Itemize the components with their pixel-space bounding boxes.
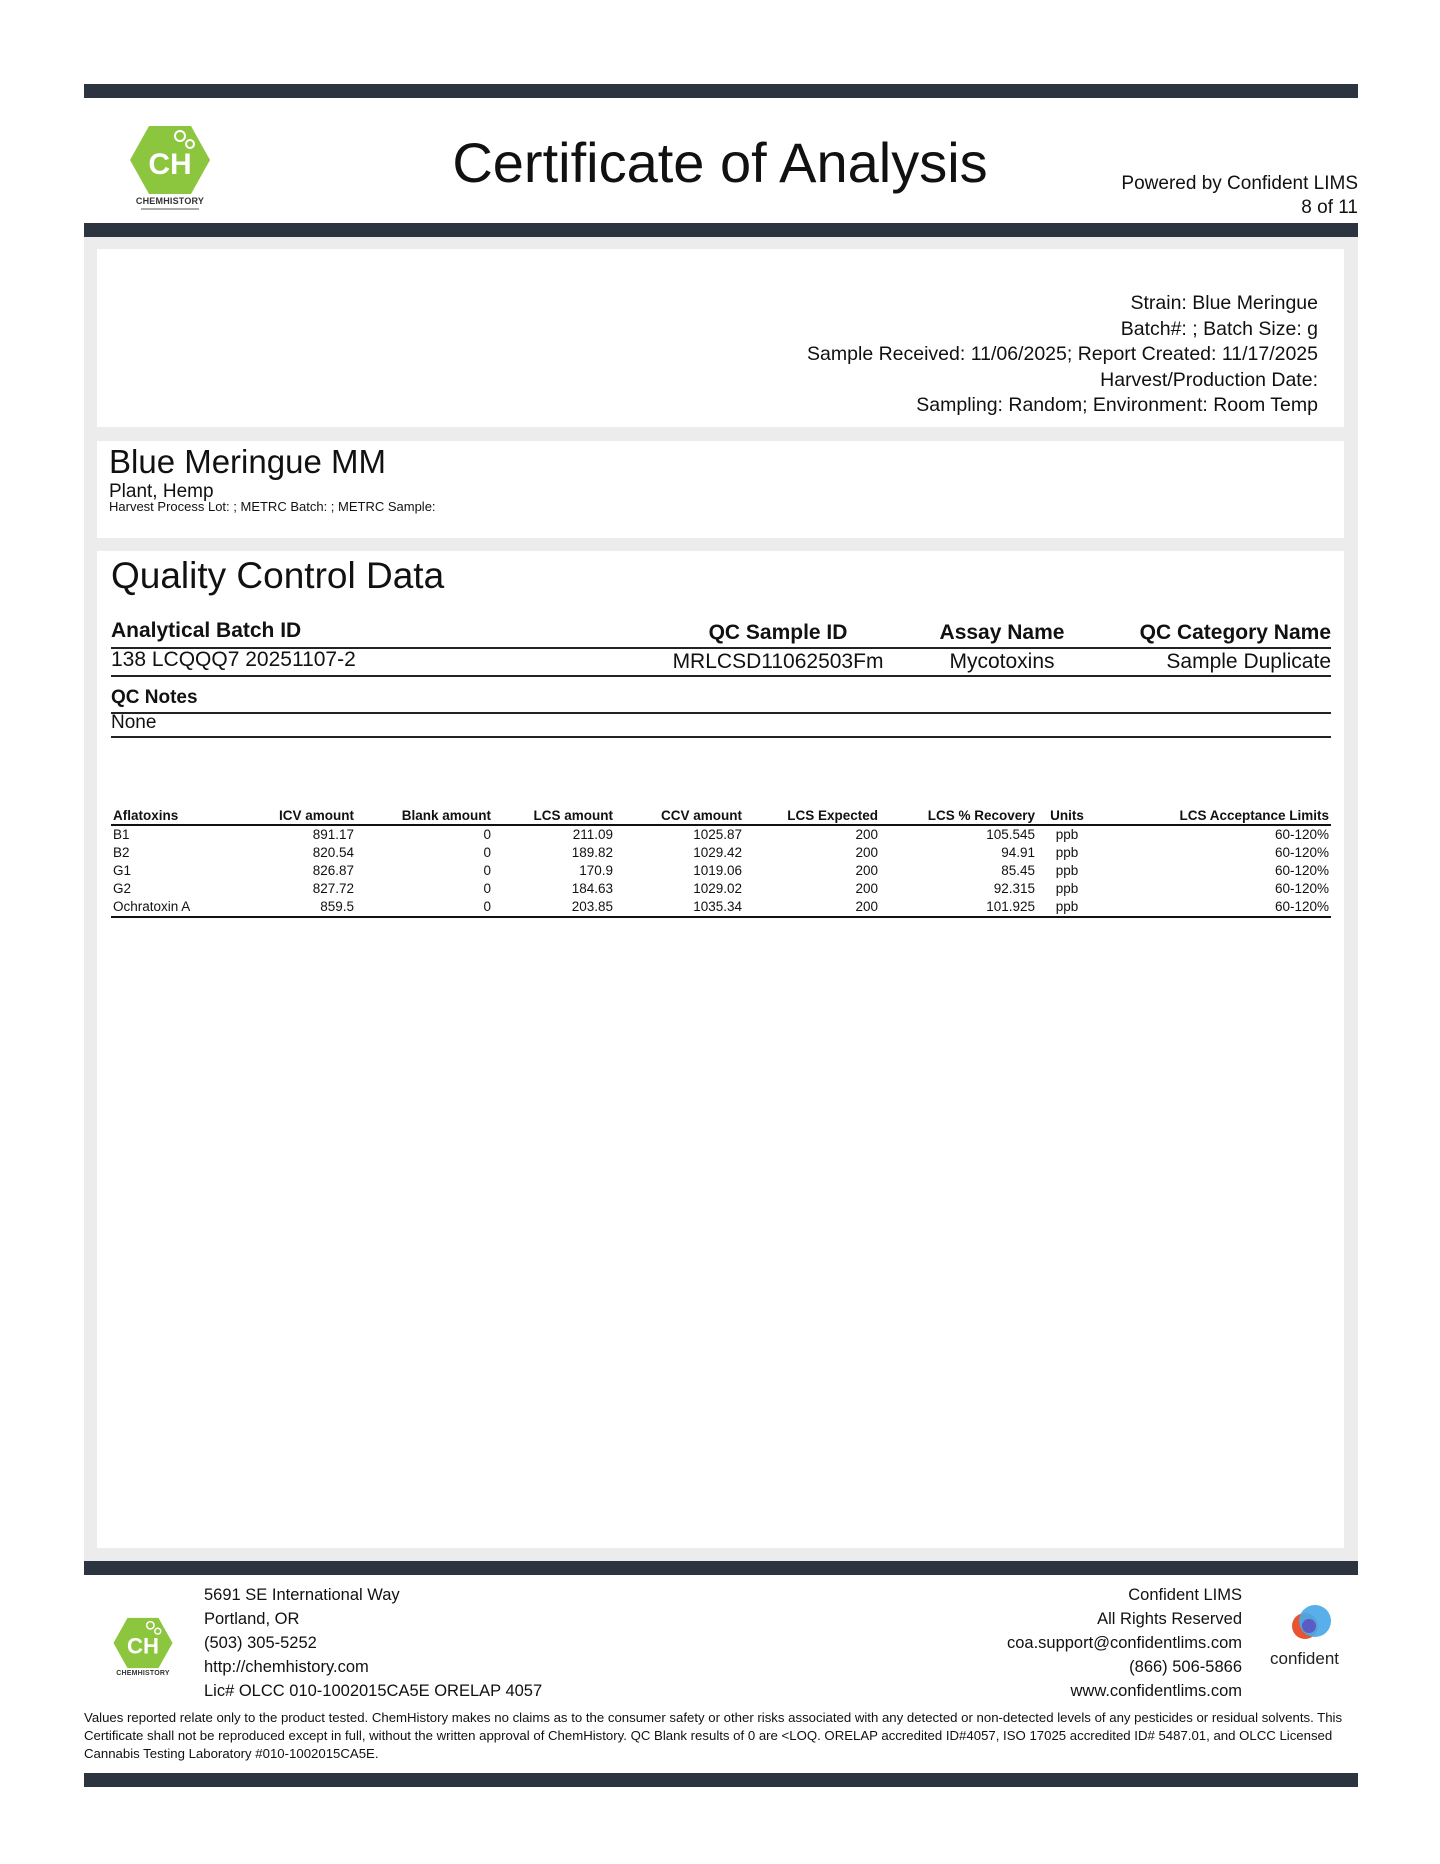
col-acceptance: LCS Acceptance Limits (1097, 808, 1331, 825)
qc-sample-label: QC Sample ID (708, 621, 848, 644)
cell-units: ppb (1055, 845, 1079, 860)
cell-icv: 826.87 (312, 863, 354, 878)
cell-lcs-expected: 200 (855, 881, 878, 896)
cell-blank: 0 (483, 881, 491, 896)
cell-analyte: B1 (113, 827, 130, 842)
strain: Strain: Blue Meringue (1130, 292, 1318, 314)
cell-blank: 0 (356, 898, 493, 917)
lims-name: Confident LIMS (1128, 1586, 1242, 1604)
logo-wordmark: CHEMHISTORY (116, 1670, 170, 1677)
sampling: Sampling: Random; Environment: Room Temp (916, 394, 1318, 416)
product-lot: Harvest Process Lot: ; METRC Batch: ; METRC Sample: (109, 499, 436, 514)
cell-units: ppb (1037, 898, 1097, 917)
qc-panel (97, 551, 1344, 1548)
table-row (111, 825, 1331, 844)
cell-units: ppb (1055, 827, 1079, 842)
lims-contact (1007, 1583, 1242, 1703)
table-row (111, 862, 1331, 880)
product-panel (97, 441, 1344, 538)
harvest-date: Harvest/Production Date: (1100, 368, 1318, 391)
cell-units: ppb (1055, 881, 1079, 896)
cell-lcs: 170.9 (579, 863, 613, 878)
cell-analyte: Ochratoxin A (111, 898, 231, 917)
cell-ccv: 1029.02 (693, 881, 742, 896)
cell-lcs-recovery: 92.315 (993, 881, 1035, 896)
cell-lcs-recovery: 94.91 (1001, 845, 1035, 860)
assay-name-label: Assay Name (939, 621, 1065, 644)
page-number: 8 of 11 (1301, 197, 1358, 218)
cell-lcs-expected: 200 (744, 898, 880, 917)
table-row (111, 880, 1331, 898)
logo-tagline-line (141, 208, 200, 210)
lims-website[interactable]: www.confidentlims.com (1070, 1682, 1242, 1700)
analytical-batch-label: Analytical Batch ID (111, 619, 302, 642)
powered-by: Powered by Confident LIMS (1121, 173, 1358, 194)
cell-analyte: B2 (113, 845, 130, 860)
col-aflatoxins: Aflatoxins (111, 808, 231, 825)
cell-icv: 859.5 (231, 898, 356, 917)
footer-bottom-bar (84, 1773, 1358, 1787)
cell-ccv: 1019.06 (693, 863, 742, 878)
cell-units: ppb (1055, 863, 1079, 878)
confident-logo (1270, 1602, 1352, 1669)
powered-by-block (1121, 172, 1358, 220)
product-type: Plant, Hemp (109, 481, 214, 502)
cell-lcs-expected: 200 (855, 845, 878, 860)
col-lcs-recovery: LCS % Recovery (880, 808, 1037, 825)
cell-blank: 0 (483, 863, 491, 878)
lab-city: Portland, OR (204, 1610, 300, 1628)
cell-lcs-recovery: 105.545 (986, 827, 1035, 842)
cell-ccv: 1025.87 (693, 827, 742, 842)
cell-acceptance: 60-120% (1097, 898, 1331, 917)
sample-info-panel (97, 249, 1344, 427)
cell-blank: 0 (483, 827, 491, 842)
cell-icv: 827.72 (312, 881, 354, 896)
disclaimer: Values reported relate only to the product tested. ChemHistory makes no claims as to the consumer safety or other risks associated with any detected or non-detected levels of any pesticides or residual solvents. This Certificate shall not be reproduced except in full, without the written approval of ChemHistory. QC Blank results of 0 are <LOQ. ORELAP accredited ID#4057, ISO 17025 accredited ID# 5487.01, and OLCC Licensed Cannabis Testing Laboratory #010-1002015CA5E. (84, 1710, 1343, 1761)
page-title: Certificate of Analysis (452, 131, 988, 194)
table-row (111, 844, 1331, 862)
cell-lcs: 189.82 (571, 845, 613, 860)
cell-ccv: 1035.34 (615, 898, 744, 917)
col-blank: Blank amount (356, 808, 493, 825)
confident-circles-icon (1270, 1602, 1352, 1642)
logo-wordmark: CHEMHISTORY (135, 196, 205, 206)
col-lcs: LCS amount (493, 808, 615, 825)
qc-notes-label: QC Notes (111, 687, 198, 708)
col-icv: ICV amount (231, 808, 356, 825)
qc-category-label: QC Category Name (1139, 621, 1331, 644)
qc-notes-value: None (111, 712, 157, 733)
lab-license: Lic# OLCC 010-1002015CA5E ORELAP 4057 (204, 1682, 543, 1700)
lab-phone: (503) 305-5252 (204, 1634, 317, 1652)
cell-icv: 891.17 (312, 827, 354, 842)
lims-phone: (866) 506-5866 (1129, 1658, 1242, 1676)
lims-rights: All Rights Reserved (1097, 1610, 1242, 1628)
logo-letters: CH (148, 148, 192, 181)
cell-lcs: 184.63 (571, 881, 613, 896)
cell-lcs-recovery: 85.45 (1001, 863, 1035, 878)
cell-analyte: G2 (113, 881, 132, 896)
batch: Batch#: ; Batch Size: g (1120, 317, 1318, 340)
header-bottom-bar (84, 223, 1358, 237)
cell-ccv: 1029.42 (693, 845, 742, 860)
logo-letters: CH (127, 1633, 159, 1659)
table-header-row (111, 808, 1331, 825)
chemhistory-footer-logo (112, 1616, 174, 1677)
cell-analyte: G1 (113, 863, 132, 878)
notes-rule (111, 712, 1331, 714)
aflatoxin-table (111, 808, 1331, 918)
assay-name-value: Mycotoxins (949, 650, 1055, 673)
cell-lcs: 203.85 (493, 898, 615, 917)
cell-lcs-expected: 200 (855, 827, 878, 842)
analytical-batch-value: 138 LCQQQ7 20251107-2 (111, 648, 356, 671)
cell-blank: 0 (483, 845, 491, 860)
lab-address: 5691 SE International Way (204, 1586, 400, 1604)
qc-title: Quality Control Data (111, 555, 445, 596)
qc-sample-value: MRLCSD11062503Fm (672, 650, 884, 673)
header-top-bar (84, 84, 1358, 98)
col-lcs-expected: LCS Expected (744, 808, 880, 825)
product-name: Blue Meringue MM (109, 443, 386, 480)
values-rule (111, 675, 1331, 677)
dates: Sample Received: 11/06/2025; Report Created: 11/17/2025 (807, 343, 1318, 365)
hexagon-logo-icon (112, 1616, 174, 1670)
cell-icv: 820.54 (312, 845, 354, 860)
col-ccv: CCV amount (615, 808, 744, 825)
notes-bottom-rule (111, 736, 1331, 738)
lims-email[interactable]: coa.support@confidentlims.com (1006, 1634, 1242, 1652)
table-row (111, 898, 1331, 917)
cell-lcs: 211.09 (572, 827, 613, 842)
lab-website[interactable]: http://chemhistory.com (204, 1658, 369, 1676)
footer-top-bar (84, 1561, 1358, 1575)
cell-acceptance: 60-120% (1274, 881, 1329, 896)
confident-wordmark: confident (1270, 1649, 1339, 1668)
qc-category-value: Sample Duplicate (1166, 650, 1331, 673)
cell-acceptance: 60-120% (1274, 827, 1329, 842)
lab-contact (204, 1583, 542, 1703)
cell-acceptance: 60-120% (1274, 845, 1329, 860)
col-units: Units (1037, 808, 1097, 825)
cell-lcs-recovery: 101.925 (880, 898, 1037, 917)
cell-acceptance: 60-120% (1274, 863, 1329, 878)
cell-lcs-expected: 200 (855, 863, 878, 878)
